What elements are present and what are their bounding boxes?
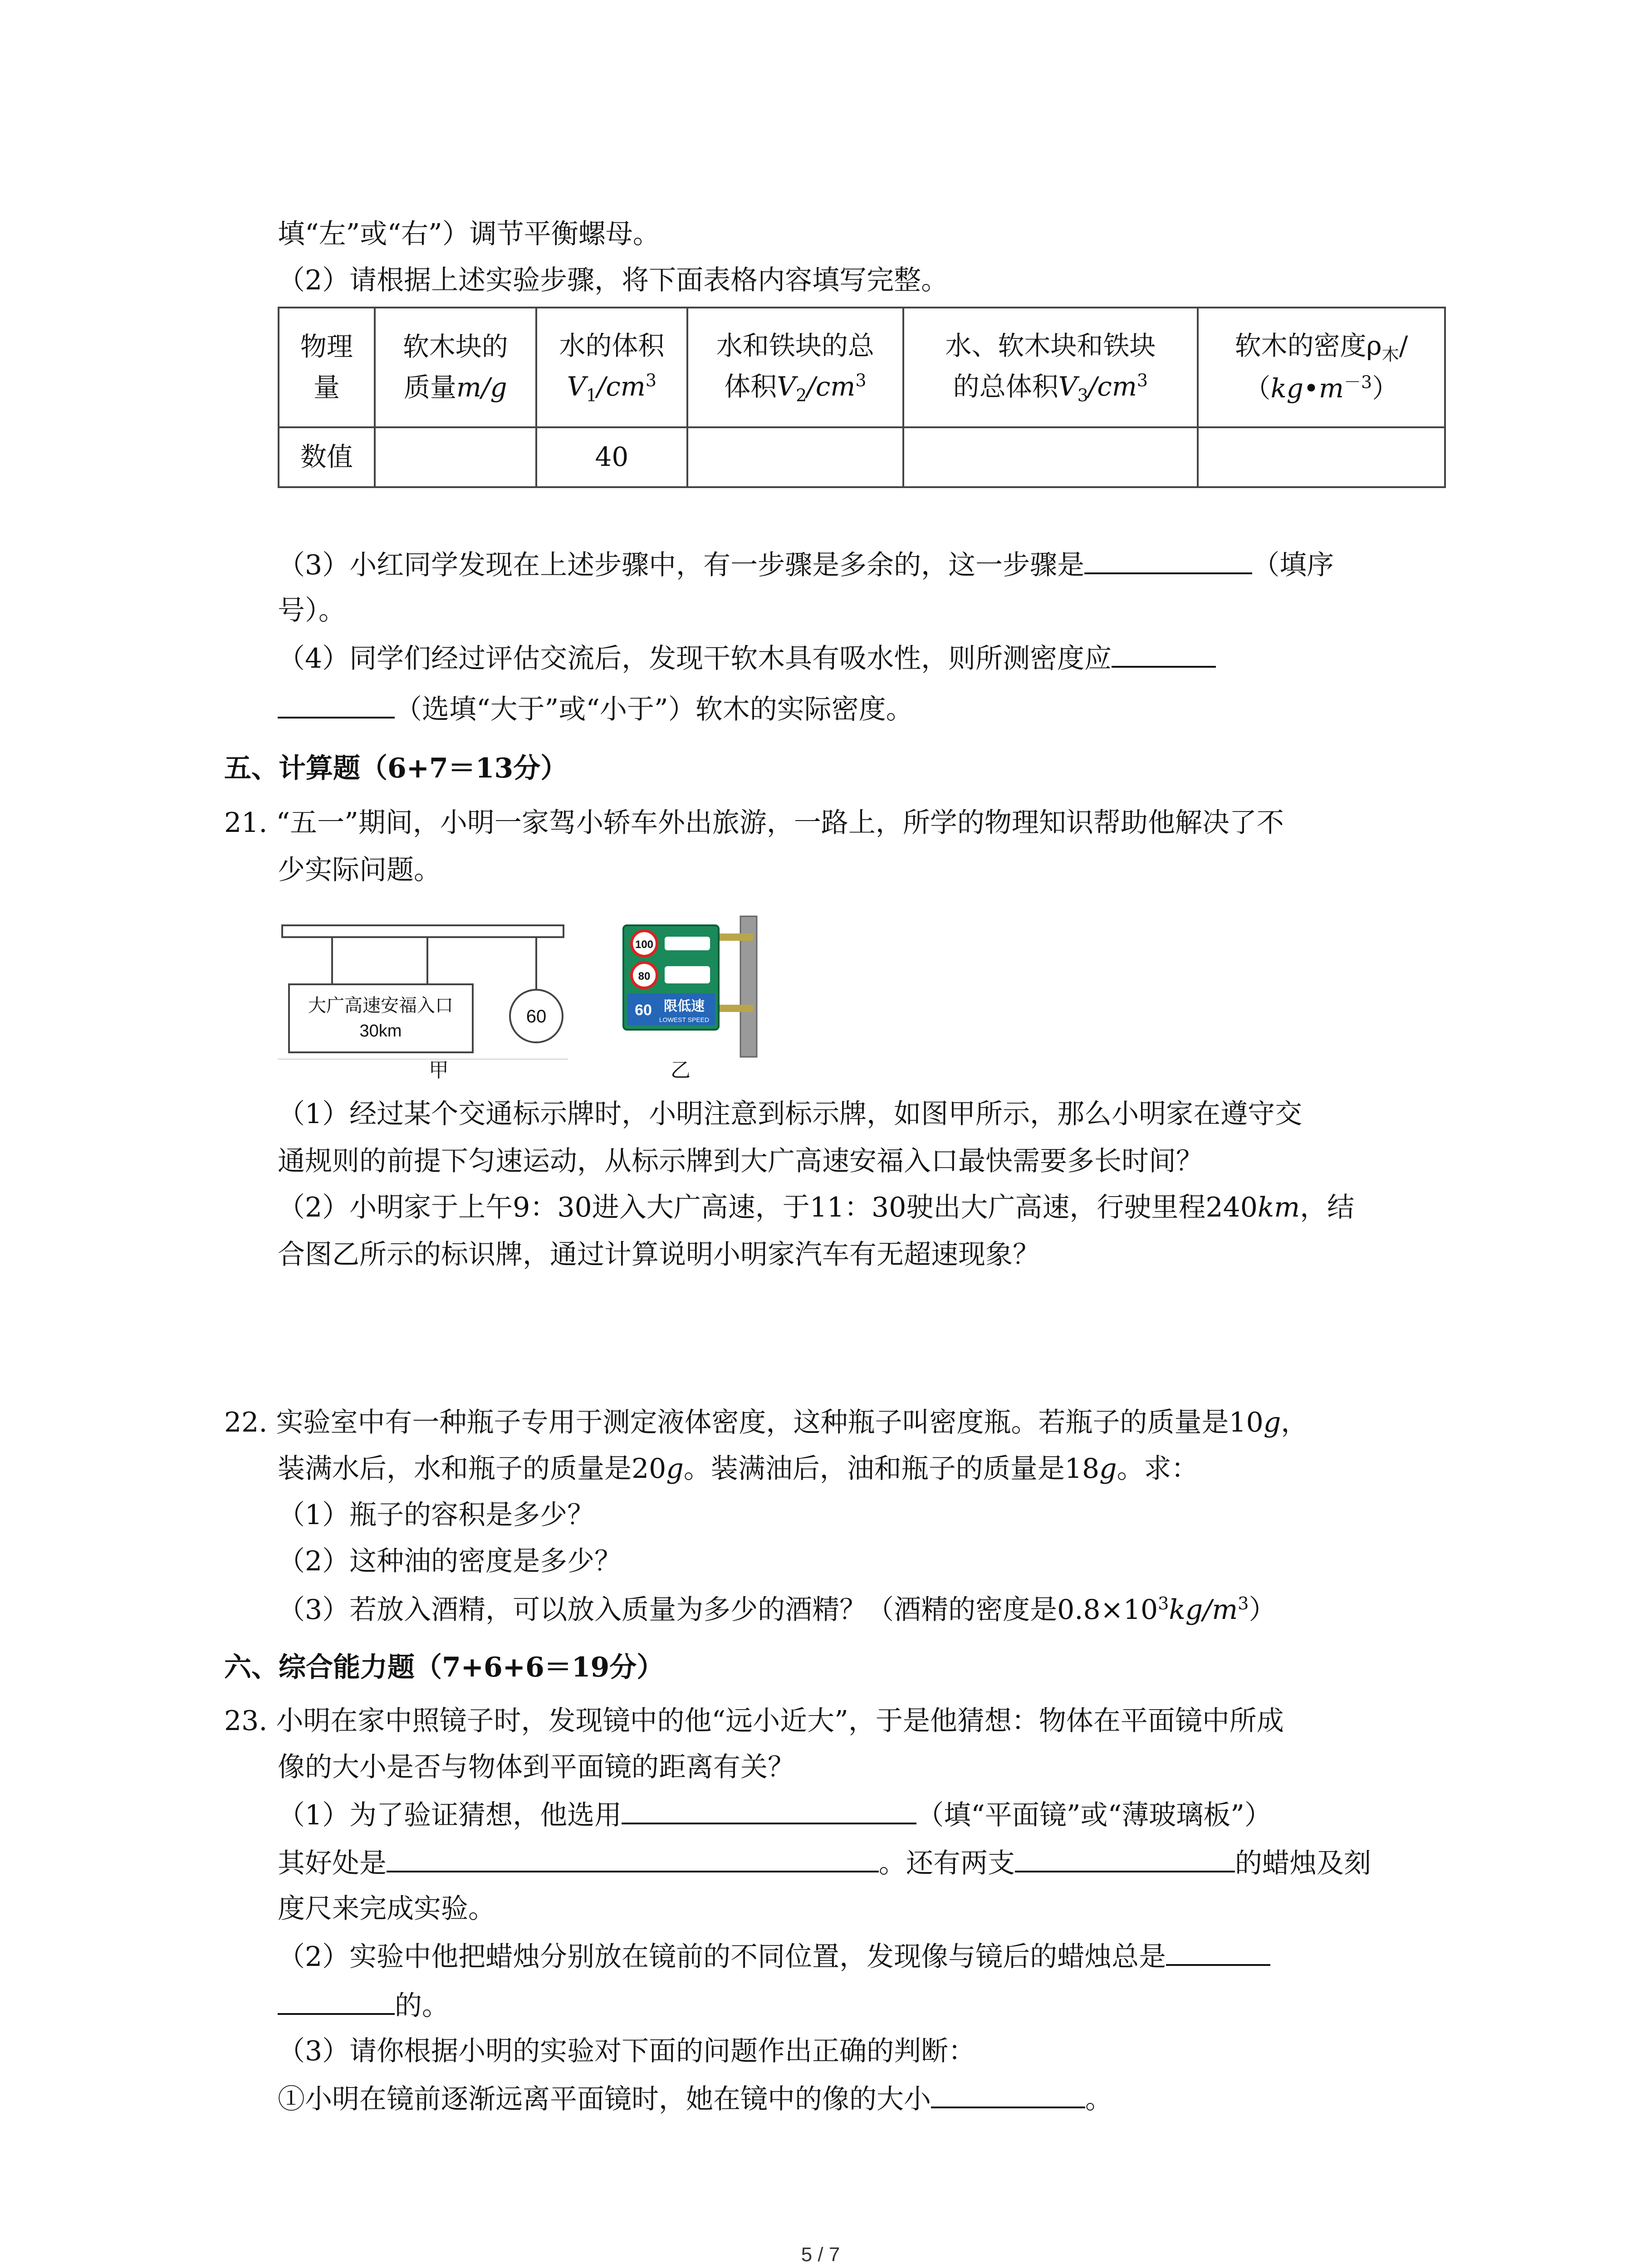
- destination-sign: [289, 984, 473, 1052]
- text-line: 其好处是 。还有两支 的蜡烛及刻: [278, 1848, 1371, 1879]
- text-line: （2）这种油的密度是多少？: [278, 1545, 622, 1577]
- text-line: （1）瓶子的容积是多少？: [278, 1499, 595, 1531]
- svg-text:100: 100: [635, 938, 654, 951]
- svg-text:LOWEST SPEED: LOWEST SPEED: [659, 1016, 710, 1023]
- answer-blank: [1015, 1849, 1235, 1872]
- svg-text:80: 80: [638, 970, 651, 982]
- data-table: [278, 307, 1446, 488]
- text-line: （3）若放入酒精，可以放入质量为多少的酒精？（酒精的密度是$0.8\times 10^3kg/m^3$）: [278, 1593, 1276, 1626]
- answer-blank: [278, 1991, 395, 2015]
- text-line: （1）为了验证猜想，他选用 （填“平面镜”或“薄玻璃板”）: [278, 1799, 1272, 1831]
- text-line: 21. “五一”期间，小明一家驾小轿车外出旅游，一路上，所学的物理知识帮助他解决了不: [224, 807, 1284, 839]
- text-line: 22. 实验室中有一种瓶子专用于测定液体密度，这种瓶子叫密度瓶。若瓶子的质量是10g，: [224, 1407, 1308, 1438]
- text-line: （3）小红同学发现在上述步骤中，有一步骤是多余的，这一步骤是 （填序: [278, 549, 1334, 581]
- table-cell: 数值: [279, 427, 375, 487]
- text-line: （选填“大于”或“小于”）软木的实际密度。: [278, 695, 913, 723]
- text-line: （4）同学们经过评估交流后，发现干软木具有吸水性，则所测密度应: [278, 644, 1216, 672]
- section-heading: 五、计算题（6+7＝13分）: [224, 753, 568, 784]
- table-header-cell: 水、软木块和铁块 的总体积$V_3/cm^3$: [903, 308, 1198, 427]
- text-line: ①小明在镜前逐渐远离平面镜时，她在镜中的像的大小 。: [278, 2083, 1112, 2115]
- answer-blank: [1084, 551, 1252, 574]
- table-cell: [375, 427, 536, 487]
- text-line: （2）请根据上述实验步骤，将下面表格内容填写完整。: [278, 264, 949, 296]
- svg-text:限低速: 限低速: [664, 999, 705, 1014]
- figure-label-yi: 乙: [671, 1059, 691, 1081]
- text-line: 装满水后，水和瓶子的质量是20g。装满油后，油和瓶子的质量是18g。求：: [278, 1453, 1199, 1485]
- answer-blank: [1112, 644, 1216, 668]
- table-header-cell: 软木的密度$\rho_木/$ $(kg•m^{-3})$: [1198, 308, 1445, 427]
- sign-bar: [282, 925, 563, 937]
- table-cell: [903, 427, 1198, 487]
- text-line: 度尺来完成实验。: [278, 1893, 495, 1925]
- text-line: 合图乙所示的标识牌，通过计算说明小明家汽车有无超速现象？: [278, 1239, 1040, 1271]
- sign-distance: 30km: [359, 1022, 402, 1041]
- page-number: 5 / 7: [801, 2244, 840, 2266]
- answer-blank: [387, 1849, 879, 1872]
- table-header-cell: 软木块的 质量m/g: [375, 308, 536, 427]
- sign-text: 大广高速安福入口: [308, 996, 453, 1016]
- bus-icon: [665, 966, 710, 983]
- table-cell: [1198, 427, 1445, 487]
- text-line: 填“左”或“右”）调节平衡螺母。: [278, 218, 660, 250]
- table-header-row: [279, 308, 1445, 427]
- table-header-cell: 物理 量: [279, 308, 375, 427]
- text-line: 的。: [278, 1991, 449, 2019]
- text-line: （1）经过某个交通标示牌时，小明注意到标示牌，如图甲所示，那么小明家在遵守交: [278, 1098, 1303, 1130]
- text-line: （2）小明家于上午9：30进入大广高速，于11：30驶出大广高速，行驶里程240km，结: [278, 1192, 1355, 1223]
- figure-jia: [278, 921, 568, 1089]
- svg-text:60: 60: [635, 1002, 652, 1019]
- table-cell: 40: [536, 427, 687, 487]
- answer-blank: [622, 1801, 916, 1824]
- text-line: 23. 小明在家中照镜子时，发现镜中的他“远小近大”，于是他猜想：物体在平面镜中所成: [224, 1705, 1284, 1737]
- text-line: （3）请你根据小明的实验对下面的问题作出正确的判断：: [278, 2035, 976, 2067]
- figure-yi: [622, 912, 771, 1061]
- table-header-cell: 水的体积 $V_1/cm^3$: [536, 308, 687, 427]
- car-icon: [665, 937, 710, 950]
- table-header-cell: 水和铁块的总 体积$V_2/cm^3$: [687, 308, 903, 427]
- speed-limit-value: 60: [526, 1007, 547, 1026]
- figure-label-jia: 甲: [429, 1059, 449, 1081]
- text-line: （2）实验中他把蜡烛分别放在镜前的不同位置，发现像与镜后的蜡烛总是: [278, 1942, 1270, 1970]
- answer-blank: [931, 2085, 1085, 2108]
- text-line: 少实际问题。: [278, 854, 441, 886]
- table-cell: [687, 427, 903, 487]
- text-line: 像的大小是否与物体到平面镜的距离有关？: [278, 1751, 795, 1783]
- answer-blank: [278, 695, 395, 719]
- text-line: 通规则的前提下匀速运动，从标示牌到大广高速安福入口最快需要多长时间？: [278, 1145, 1203, 1177]
- text-line: 号）。: [278, 595, 346, 626]
- section-heading: 六、综合能力题（7+6+6＝19分）: [224, 1652, 664, 1683]
- table-row: [279, 427, 1445, 487]
- answer-blank: [1166, 1942, 1270, 1966]
